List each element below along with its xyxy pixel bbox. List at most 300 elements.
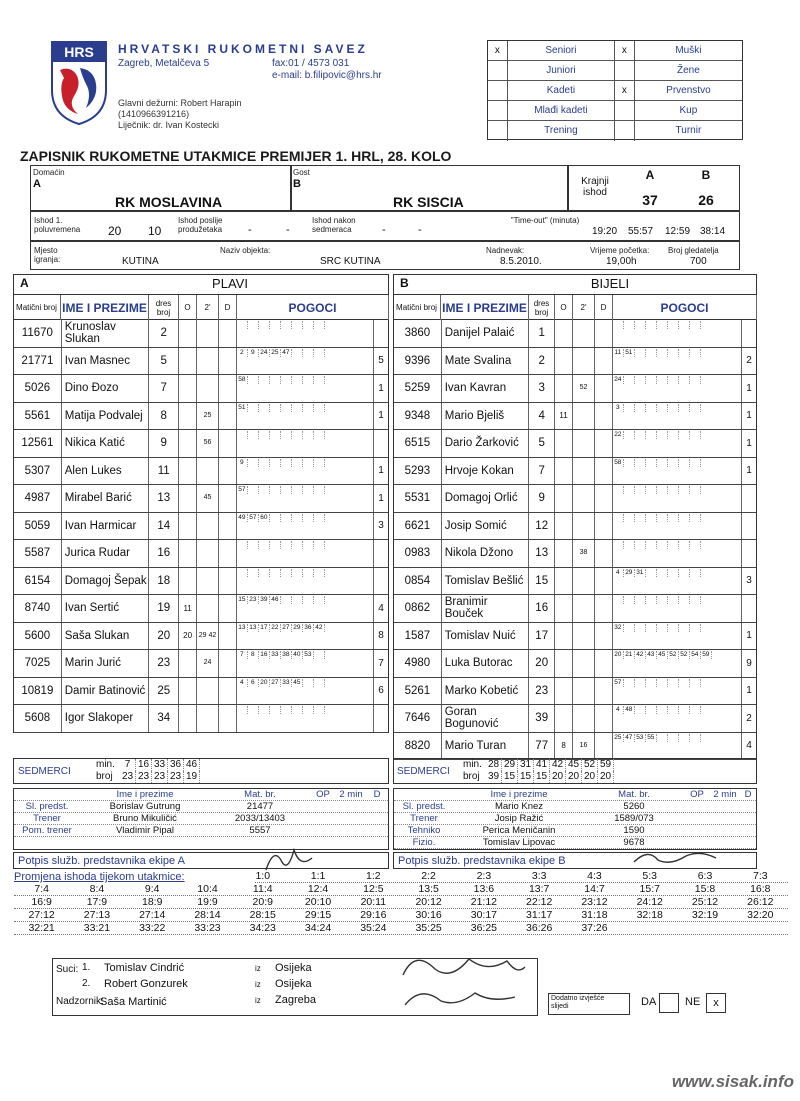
official-role: Sl. predst. — [25, 801, 69, 812]
officials-col: Ime i prezime — [490, 789, 548, 800]
player-row — [14, 348, 388, 376]
goal-minute — [314, 349, 325, 357]
goal-minute — [668, 624, 679, 632]
player-warning — [179, 540, 197, 567]
player-goal-total — [742, 540, 756, 567]
score-change: 28:15 — [249, 909, 276, 921]
goal-minute — [270, 569, 281, 577]
player-row — [394, 678, 756, 706]
official-row — [394, 801, 756, 813]
col-header: 2' — [197, 295, 219, 320]
player-jersey: 13 — [149, 485, 179, 512]
player-goal-total: 1 — [746, 410, 752, 422]
score-change: 32:21 — [28, 922, 55, 934]
half-b: 10 — [148, 224, 162, 238]
goal-minute — [679, 431, 690, 439]
goal-minute: 49 — [237, 514, 248, 522]
goal-minute — [668, 569, 679, 577]
player-warning: 11 — [555, 403, 573, 430]
goal-minute — [270, 706, 281, 714]
player-goals — [237, 348, 374, 375]
officials-col: Mat. br. — [618, 789, 650, 800]
player-goal-total: 4 — [378, 602, 384, 614]
watermark: www.sisak.info — [671, 1072, 794, 1091]
referee-index: 1. — [82, 962, 91, 973]
score-change: 1:2 — [366, 870, 381, 882]
player-row — [14, 678, 388, 706]
player-jersey: 9 — [149, 430, 179, 457]
player-suspension — [573, 485, 595, 512]
goal-minute — [281, 706, 292, 714]
goal-minute — [314, 514, 325, 522]
goal-minute — [690, 459, 701, 467]
goal-minute — [668, 541, 679, 549]
official-name: Tomislav Lipovac — [482, 837, 556, 848]
player-goals — [613, 348, 742, 375]
player-number: 12561 — [14, 430, 62, 457]
player-number: 6154 — [14, 568, 62, 595]
goal-minute: 40 — [292, 651, 303, 659]
goal-minute — [314, 541, 325, 549]
player-disq — [595, 403, 613, 430]
player-row — [14, 540, 388, 568]
goal-minute: 52 — [668, 651, 679, 659]
goal-minute — [646, 321, 657, 329]
sedm-minute: 36 — [168, 759, 184, 771]
player-name: Domagoj Šepak — [62, 568, 150, 595]
score-change — [733, 922, 788, 934]
referee-name: Tomislav Cindrić — [104, 962, 185, 974]
player-warning — [555, 485, 573, 512]
player-goals — [613, 320, 742, 347]
goal-minute — [292, 459, 303, 467]
player-disq — [595, 623, 613, 650]
player-goals — [613, 568, 742, 595]
player-warning — [179, 705, 197, 732]
official-number: 9678 — [623, 837, 645, 848]
sedm-player: 19 — [184, 771, 200, 783]
sev-a: - — [382, 224, 386, 236]
player-suspension: 56 — [197, 430, 219, 457]
player-jersey: 20 — [149, 623, 179, 650]
timeout-label: "Time-out" (minuta) — [510, 216, 580, 225]
player-disq — [219, 678, 237, 705]
score-change: 17:9 — [86, 896, 108, 908]
goal-minute — [668, 486, 679, 494]
goal-minute — [270, 376, 281, 384]
player-goal-total: 8 — [378, 630, 384, 642]
goal-minute — [668, 679, 679, 687]
player-warning — [555, 430, 573, 457]
team-b-sedm-label: SEDMERCI — [397, 766, 450, 777]
crowd-label: Broj gledatelja — [668, 246, 719, 255]
sedm-player: 20 — [598, 771, 614, 783]
player-disq — [595, 348, 613, 375]
score-change: 13:7 — [528, 883, 550, 895]
player-goals — [237, 595, 374, 622]
player-goal-total — [374, 320, 388, 347]
player-row — [394, 513, 756, 541]
player-jersey: 39 — [529, 705, 555, 732]
player-suspension — [573, 650, 595, 677]
player-suspension — [573, 623, 595, 650]
player-name: Nikola Džono — [442, 540, 530, 567]
goal-minute — [668, 459, 679, 467]
goal-minute: 39 — [259, 596, 270, 604]
goal-minute — [646, 349, 657, 357]
goal-minute — [303, 596, 314, 604]
official-role: Tehniko — [407, 825, 441, 836]
goal-minute — [646, 706, 657, 714]
goal-minute: 27 — [270, 679, 281, 687]
player-row — [14, 403, 388, 431]
ext-b: - — [286, 224, 290, 236]
goal-minute — [248, 404, 259, 412]
official-row — [14, 813, 388, 825]
goal-minute — [657, 514, 668, 522]
score-change: 27:12 — [28, 909, 55, 921]
officials-header — [394, 789, 756, 801]
half-label: Ishod 1. poluvremena — [34, 216, 81, 234]
official-number: 1590 — [623, 825, 645, 836]
referee-name: Robert Gonzurek — [104, 978, 188, 990]
player-row — [14, 430, 388, 458]
player-suspension: 52 — [573, 375, 595, 402]
goal-minute — [679, 486, 690, 494]
score-change: 36:26 — [526, 922, 553, 934]
guest-label: Gost — [293, 168, 310, 177]
player-warning — [555, 375, 573, 402]
player-number: 4980 — [394, 650, 442, 677]
officials-col: 2 min — [339, 789, 363, 800]
player-name: Damir Batinović — [62, 678, 150, 705]
player-goals — [613, 595, 742, 622]
player-suspension — [197, 320, 219, 347]
team_a-roster — [13, 320, 389, 733]
goal-minute: 4 — [237, 679, 248, 687]
player-goals — [237, 430, 374, 457]
player-warning — [555, 595, 573, 622]
goal-minute — [314, 706, 325, 714]
goal-minute — [292, 431, 303, 439]
player-jersey: 3 — [529, 375, 555, 402]
player-goals — [237, 485, 374, 512]
player-disq — [595, 485, 613, 512]
player-name: Ivan Harmicar — [62, 513, 150, 540]
goal-minute: 29 — [624, 569, 635, 577]
goal-minute — [679, 404, 690, 412]
goal-minute — [281, 404, 292, 412]
player-goals — [613, 430, 742, 457]
score-change: 20:9 — [252, 896, 273, 908]
player-name: Mario Bjeliš — [442, 403, 530, 430]
goal-minute — [679, 514, 690, 522]
timeout-b1: 12:59 — [665, 226, 691, 237]
goal-minute — [624, 376, 635, 384]
goal-minute: 25 — [613, 734, 624, 742]
venue-label: Naziv objekta: — [220, 246, 271, 255]
da-checkbox[interactable] — [659, 993, 679, 1013]
referee-city: Osijeka — [275, 978, 312, 990]
col-header: IME I PREZIME — [441, 295, 529, 320]
goal-minute — [259, 321, 270, 329]
player-name: Luka Butorac — [442, 650, 530, 677]
score-change: 24:12 — [636, 896, 663, 908]
page-title: ZAPISNIK RUKOMETNE UTAKMICE PREMIJER 1. HRL, 28. KOLO — [20, 148, 452, 164]
official-row — [394, 813, 756, 825]
goal-minute — [668, 404, 679, 412]
goal-minute — [657, 431, 668, 439]
player-suspension — [197, 678, 219, 705]
team-a-color: PLAVI — [212, 276, 248, 291]
goal-minute: 58 — [237, 376, 248, 384]
player-number: 5261 — [394, 678, 442, 705]
player-warning — [179, 568, 197, 595]
goal-minute — [657, 321, 668, 329]
goal-minute — [314, 376, 325, 384]
goal-minute — [303, 541, 314, 549]
player-name: Branimir Bouček — [442, 595, 530, 622]
signatures-referees — [395, 945, 535, 1015]
goal-minute — [303, 376, 314, 384]
player-disq — [595, 513, 613, 540]
goal-minute — [668, 514, 679, 522]
report-label: Dodatno izvješće slijedi — [551, 995, 605, 1010]
timeout-a1: 19:20 — [592, 226, 618, 237]
goal-minute — [270, 514, 281, 522]
score-change-row — [14, 909, 788, 922]
goal-minute — [657, 486, 668, 494]
player-suspension — [197, 375, 219, 402]
goal-minute: 51 — [237, 404, 248, 412]
goal-minute — [281, 569, 292, 577]
officials-col: Ime i prezime — [116, 789, 174, 800]
player-goal-total: 1 — [378, 465, 384, 477]
player-suspension: 29 42 — [197, 623, 219, 650]
player-jersey: 16 — [149, 540, 179, 567]
col-header: Matični broj — [13, 295, 61, 320]
goal-minute — [314, 569, 325, 577]
goal-minute — [292, 486, 303, 494]
goal-minute: 53 — [635, 734, 646, 742]
goal-minute: 38 — [281, 651, 292, 659]
goal-minute — [646, 679, 657, 687]
score-change: 6:3 — [697, 870, 713, 882]
suci-label: Suci: — [56, 964, 79, 975]
official-role: Trener — [410, 813, 438, 824]
goal-minute: 54 — [690, 651, 701, 659]
score-change-row — [14, 922, 788, 935]
player-goals — [237, 403, 374, 430]
player-jersey: 23 — [149, 650, 179, 677]
referee-city: Osijeka — [275, 962, 312, 974]
score-change: 15:7 — [639, 883, 660, 895]
goal-minute — [646, 541, 657, 549]
player-jersey: 4 — [529, 403, 555, 430]
player-goal-total — [374, 540, 388, 567]
player-row — [394, 705, 756, 733]
ext-a: - — [248, 224, 252, 236]
org-address: Zagreb, Metalčeva 5 — [118, 58, 210, 69]
player-name: Josip Somić — [442, 513, 530, 540]
score-change: 7:4 — [34, 883, 49, 895]
score-change: 16:9 — [31, 896, 52, 908]
player-warning — [179, 458, 197, 485]
referee-index: 2. — [82, 978, 91, 989]
player-number: 5561 — [14, 403, 62, 430]
timeout-b2: 38:14 — [700, 226, 726, 237]
goal-minute — [270, 431, 281, 439]
score-change: 27:13 — [83, 909, 111, 921]
col-header: dres broj — [149, 295, 179, 320]
goal-minute — [679, 349, 690, 357]
score-change: 32:18 — [636, 909, 663, 921]
goal-minute: 42 — [635, 651, 646, 659]
sedm-player: 20 — [566, 771, 582, 783]
sedm-minute: 41 — [534, 759, 550, 771]
goal-minute — [646, 486, 657, 494]
goal-minute — [635, 624, 646, 632]
player-warning — [179, 320, 197, 347]
player-suspension: 45 — [197, 485, 219, 512]
goal-minute: 25 — [270, 349, 281, 357]
score-change: 32:20 — [747, 909, 774, 921]
score-b-letter: B — [701, 168, 711, 182]
score-change: 13:6 — [473, 883, 495, 895]
phone: (1410966391216) — [118, 109, 190, 119]
goal-minute — [624, 486, 635, 494]
player-warning — [555, 568, 573, 595]
player-name: Danijel Palaić — [442, 320, 530, 347]
goal-minute — [314, 431, 325, 439]
player-goals — [613, 403, 742, 430]
team-b-sedm-broj-label: broj — [463, 771, 480, 782]
goal-minute: 9 — [237, 459, 248, 467]
score-change: 27:14 — [139, 909, 166, 921]
start-label: Vrijeme početka: — [590, 246, 650, 255]
score-change: 37:26 — [581, 922, 608, 934]
goal-minute — [303, 706, 314, 714]
player-goal-total: 4 — [746, 740, 752, 752]
goal-minute — [690, 431, 701, 439]
goal-minute — [690, 541, 701, 549]
goal-minute — [657, 569, 668, 577]
goal-minute — [248, 431, 259, 439]
player-goal-total: 1 — [746, 685, 752, 697]
player-name: Tomislav Bešlić — [442, 568, 530, 595]
org-fax: fax:01 / 4573 031 — [272, 58, 350, 69]
official-number: 2033/13403 — [234, 813, 286, 824]
player-goal-total: 1 — [746, 437, 752, 449]
player-name: Igor Slakoper — [62, 705, 150, 732]
guest-letter: B — [293, 178, 301, 190]
score-change: 18:9 — [141, 896, 163, 908]
goal-minute — [303, 321, 314, 329]
player-disq — [595, 458, 613, 485]
player-row — [394, 623, 756, 651]
goal-minute — [690, 734, 701, 742]
player-goals — [613, 623, 742, 650]
score-change: 20:11 — [360, 896, 387, 908]
player-number: 1587 — [394, 623, 442, 650]
goal-minute — [679, 569, 690, 577]
goal-minute: 4 — [613, 569, 624, 577]
player-suspension — [197, 595, 219, 622]
sedm-minute: 31 — [518, 759, 534, 771]
player-suspension — [573, 678, 595, 705]
score-change: 34:23 — [249, 922, 276, 934]
player-warning: 8 — [555, 733, 573, 760]
ne-checkbox[interactable]: x — [706, 993, 726, 1013]
player-goals — [613, 485, 742, 512]
score-change — [677, 922, 732, 934]
goal-minute — [270, 459, 281, 467]
player-row — [14, 320, 388, 348]
sedm-minute: 45 — [566, 759, 582, 771]
player-goal-total: 5 — [378, 355, 384, 367]
sig-a-label: Potpis služb. predstavnika ekipe A — [18, 855, 185, 867]
player-number: 8740 — [14, 595, 62, 622]
player-goal-total: 1 — [746, 465, 752, 477]
player-goal-total — [742, 595, 756, 622]
player-jersey: 14 — [149, 513, 179, 540]
player-jersey: 17 — [529, 623, 555, 650]
score-change: 9:4 — [144, 883, 160, 895]
sedm-minute: 59 — [598, 759, 614, 771]
player-row — [14, 485, 388, 513]
official-role: Fizio. — [412, 837, 436, 848]
goal-minute: 46 — [270, 596, 281, 604]
team_b-roster — [393, 320, 757, 760]
goal-minute — [314, 404, 325, 412]
glavni-dezurni: Glavni dežurni: Robert Harapin — [118, 98, 242, 108]
player-goals — [613, 540, 742, 567]
sedm-minute: 33 — [152, 759, 168, 771]
goal-minute — [259, 404, 270, 412]
goal-minute — [259, 706, 270, 714]
player-row — [394, 320, 756, 348]
goal-minute — [613, 514, 624, 522]
goal-minute — [314, 486, 325, 494]
player-suspension — [573, 403, 595, 430]
player-disq — [595, 650, 613, 677]
goal-minute — [635, 679, 646, 687]
player-number: 0862 — [394, 595, 442, 622]
player-number: 8820 — [394, 733, 442, 760]
goal-minute: 32 — [613, 624, 624, 632]
goal-minute — [635, 349, 646, 357]
player-disq — [595, 595, 613, 622]
player-goal-total: 1 — [378, 492, 384, 504]
goal-minute: 8 — [248, 651, 259, 659]
goal-minute — [303, 486, 314, 494]
player-warning — [555, 348, 573, 375]
score-change: 4:3 — [587, 870, 602, 882]
score-change: 36:25 — [470, 922, 498, 934]
goal-minute — [624, 431, 635, 439]
player-warning — [179, 348, 197, 375]
player-suspension — [197, 513, 219, 540]
goal-minute — [657, 349, 668, 357]
player-warning — [555, 705, 573, 732]
score-change: 20:10 — [304, 896, 332, 908]
official-name: Josip Ražić — [494, 813, 544, 824]
player-goal-total — [374, 705, 388, 732]
score-b: 26 — [698, 192, 714, 208]
goal-minute — [259, 541, 270, 549]
goal-minute — [657, 459, 668, 467]
player-jersey: 25 — [149, 678, 179, 705]
